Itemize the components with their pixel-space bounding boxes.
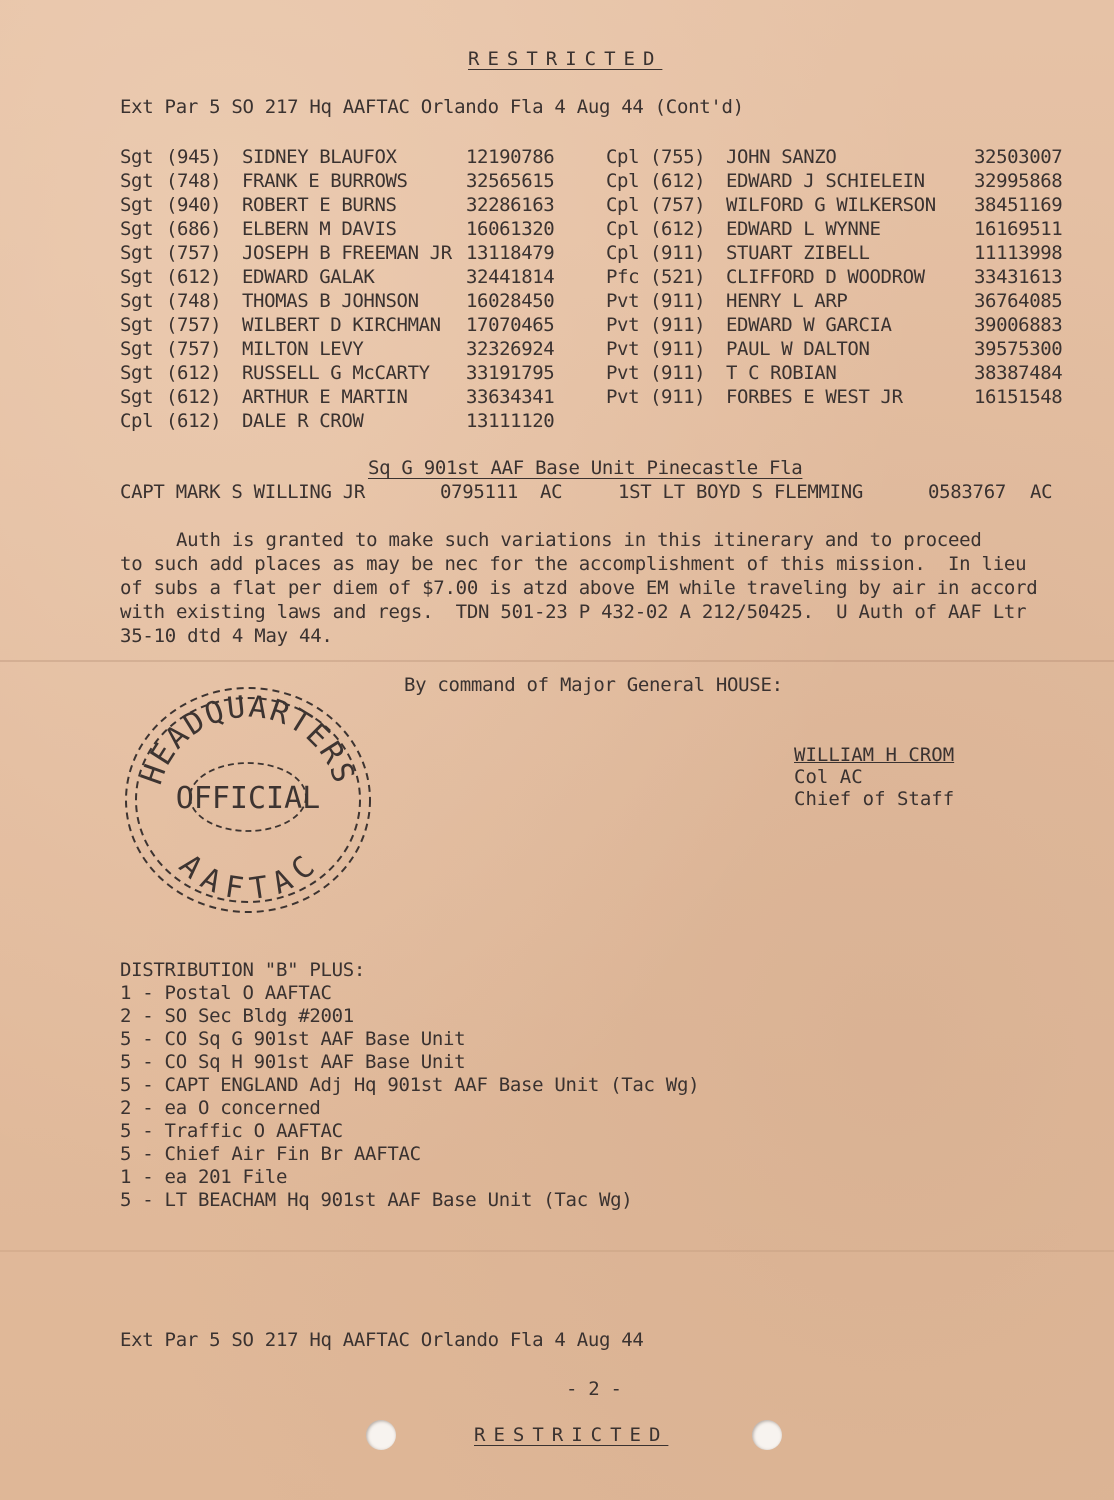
- roster-rank: Cpl: [606, 170, 640, 192]
- command-line: By command of Major General HOUSE:: [404, 674, 783, 696]
- roster-code: (945): [166, 146, 222, 168]
- roster-name: ARTHUR E MARTIN: [242, 386, 408, 408]
- roster-code: (612): [650, 218, 706, 240]
- roster-code: (686): [166, 218, 222, 240]
- roster-name: FORBES E WEST JR: [726, 386, 903, 408]
- roster-name: EDWARD W GARCIA: [726, 314, 892, 336]
- distribution-item: 5 - CAPT ENGLAND Adj Hq 901st AAF Base Unit (Tac Wg): [120, 1074, 700, 1096]
- roster-serial: 32326924: [466, 338, 555, 360]
- roster-serial: 16061320: [466, 218, 555, 240]
- roster-rank: Sgt: [120, 242, 154, 264]
- roster-name: STUART ZIBELL: [726, 242, 870, 264]
- distribution-item: 1 - Postal O AAFTAC: [120, 982, 332, 1004]
- roster-code: (757): [650, 194, 706, 216]
- roster-serial: 13111120: [466, 410, 555, 432]
- roster-serial: 39575300: [974, 338, 1063, 360]
- roster-code: (940): [166, 194, 222, 216]
- signatory-name: WILLIAM H CROM: [794, 744, 955, 766]
- roster-serial: 33634341: [466, 386, 555, 408]
- roster-code: (911): [650, 386, 706, 408]
- roster-serial: 39006883: [974, 314, 1063, 336]
- roster-rank: Pvt: [606, 314, 640, 336]
- roster-serial: 11113998: [974, 242, 1063, 264]
- roster-rank: Pvt: [606, 338, 640, 360]
- roster-serial: 38387484: [974, 362, 1063, 384]
- roster-rank: Pvt: [606, 290, 640, 312]
- distribution-item: 5 - CO Sq G 901st AAF Base Unit: [120, 1028, 466, 1050]
- roster-rank: Pvt: [606, 386, 640, 408]
- roster-name: CLIFFORD D WOODROW: [726, 266, 925, 288]
- signatory-rank: Col AC: [794, 766, 863, 788]
- roster-name: WILBERT D KIRCHMAN: [242, 314, 441, 336]
- svg-text:AAFTAC: [172, 848, 324, 908]
- paragraph-line: 35-10 dtd 4 May 44.: [120, 625, 333, 647]
- paper-fold: [0, 660, 1114, 662]
- distribution-item: 5 - Traffic O AAFTAC: [120, 1120, 343, 1142]
- stamp-top-text: HEADQUARTERS: [134, 689, 362, 789]
- roster-name: ELBERN M DAVIS: [242, 218, 397, 240]
- paragraph-line: with existing laws and regs. TDN 501-23 P 432-02 A 212/50425. U Auth of AAF Ltr: [120, 601, 1027, 623]
- unit-heading: Sq G 901st AAF Base Unit Pinecastle Fla: [368, 457, 803, 479]
- distribution-item: 5 - Chief Air Fin Br AAFTAC: [120, 1143, 421, 1165]
- officer-branch: AC: [1030, 481, 1053, 503]
- svg-text:HEADQUARTERS: [134, 690, 361, 789]
- roster-name: EDWARD J SCHIELEIN: [726, 170, 925, 192]
- official-stamp: [118, 682, 378, 922]
- roster-serial: 17070465: [466, 314, 555, 336]
- roster-serial: 13118479: [466, 242, 555, 264]
- roster-name: MILTON LEVY: [242, 338, 364, 360]
- roster-code: (612): [650, 170, 706, 192]
- roster-name: HENRY L ARP: [726, 290, 848, 312]
- paragraph-line: to such add places as may be nec for the accomplishment of this mission. In lieu: [120, 553, 1027, 575]
- roster-serial: 33431613: [974, 266, 1063, 288]
- stamp-bottom-text: AAFTAC: [172, 847, 324, 908]
- roster-code: (612): [166, 362, 222, 384]
- roster-code: (612): [166, 410, 222, 432]
- roster-code: (757): [166, 314, 222, 336]
- classification-header: RESTRICTED: [468, 48, 663, 70]
- roster-rank: Cpl: [606, 194, 640, 216]
- roster-code: (911): [650, 242, 706, 264]
- roster-rank: Sgt: [120, 266, 154, 288]
- officer-serial: 0583767: [928, 481, 1006, 503]
- stamp-center-text: OFFICIAL: [175, 781, 321, 816]
- roster-serial: 16028450: [466, 290, 555, 312]
- signature-block: [794, 744, 954, 810]
- roster-serial: 38451169: [974, 194, 1063, 216]
- roster-code: (612): [166, 386, 222, 408]
- roster-rank: Cpl: [120, 410, 154, 432]
- roster-rank: Sgt: [120, 290, 154, 312]
- distribution-item: 5 - LT BEACHAM Hq 901st AAF Base Unit (Tac Wg): [120, 1189, 633, 1211]
- roster-code: (757): [166, 338, 222, 360]
- paragraph-line: of subs a flat per diem of $7.00 is atzd above EM while traveling by air in accord: [120, 577, 1038, 599]
- punch-hole: [366, 1420, 396, 1450]
- page-number: - 2 -: [566, 1378, 622, 1400]
- roster-code: (748): [166, 170, 222, 192]
- roster-serial: 33191795: [466, 362, 555, 384]
- officer-name: 1ST LT BOYD S FLEMMING: [618, 481, 864, 503]
- distribution-item: 2 - SO Sec Bldg #2001: [120, 1005, 354, 1027]
- roster-rank: Sgt: [120, 170, 154, 192]
- roster-name: ROBERT E BURNS: [242, 194, 397, 216]
- roster-serial: 32441814: [466, 266, 555, 288]
- roster-name: PAUL W DALTON: [726, 338, 870, 360]
- roster-name: SIDNEY BLAUFOX: [242, 146, 397, 168]
- roster-code: (911): [650, 290, 706, 312]
- roster-name: RUSSELL G McCARTY: [242, 362, 430, 384]
- roster-code: (748): [166, 290, 222, 312]
- roster-name: DALE R CROW: [242, 410, 364, 432]
- distribution-title: DISTRIBUTION "B" PLUS:: [120, 959, 366, 981]
- officer-branch: AC: [540, 481, 563, 503]
- roster-rank: Sgt: [120, 194, 154, 216]
- distribution-item: 2 - ea O concerned: [120, 1097, 321, 1119]
- roster-rank: Sgt: [120, 314, 154, 336]
- roster-code: (755): [650, 146, 706, 168]
- roster-rank: Pfc: [606, 266, 640, 288]
- paper-fold: [0, 1250, 1114, 1252]
- roster-name: EDWARD GALAK: [242, 266, 375, 288]
- roster-code: (612): [166, 266, 222, 288]
- roster-serial: 12190786: [466, 146, 555, 168]
- roster-serial: 16151548: [974, 386, 1063, 408]
- roster-rank: Pvt: [606, 362, 640, 384]
- signatory-title: Chief of Staff: [794, 788, 955, 810]
- authorization-paragraph: [120, 528, 1090, 648]
- roster-rank: Sgt: [120, 386, 154, 408]
- roster-rank: Cpl: [606, 218, 640, 240]
- roster-code: (911): [650, 362, 706, 384]
- roster-name: EDWARD L WYNNE: [726, 218, 881, 240]
- roster-code: (521): [650, 266, 706, 288]
- order-reference: Ext Par 5 SO 217 Hq AAFTAC Orlando Fla 4 Aug 44 (Cont'd): [120, 96, 744, 118]
- roster-rank: Sgt: [120, 338, 154, 360]
- roster-name: FRANK E BURROWS: [242, 170, 408, 192]
- roster-rank: Cpl: [606, 146, 640, 168]
- roster-code: (911): [650, 338, 706, 360]
- officer-serial: 0795111: [440, 481, 518, 503]
- roster-code: (757): [166, 242, 222, 264]
- roster-name: WILFORD G WILKERSON: [726, 194, 936, 216]
- roster-rank: Sgt: [120, 218, 154, 240]
- paragraph-line: Auth is granted to make such variations in this itinerary and to proceed: [120, 529, 982, 551]
- distribution-item: 5 - CO Sq H 901st AAF Base Unit: [120, 1051, 466, 1073]
- roster-serial: 32565615: [466, 170, 555, 192]
- distribution-item: 1 - ea 201 File: [120, 1166, 288, 1188]
- roster-name: JOHN SANZO: [726, 146, 837, 168]
- roster-rank: Sgt: [120, 362, 154, 384]
- headquarters-seal-icon: [118, 682, 378, 922]
- roster-serial: 16169511: [974, 218, 1063, 240]
- distribution-list: [120, 959, 699, 1212]
- roster-rank: Cpl: [606, 242, 640, 264]
- roster-code: (911): [650, 314, 706, 336]
- roster-rank: Sgt: [120, 146, 154, 168]
- roster-name: JOSEPH B FREEMAN JR: [242, 242, 452, 264]
- roster-name: THOMAS B JOHNSON: [242, 290, 419, 312]
- roster-serial: 36764085: [974, 290, 1063, 312]
- roster-serial: 32503007: [974, 146, 1063, 168]
- officer-name: CAPT MARK S WILLING JR: [120, 481, 366, 503]
- footer-reference: Ext Par 5 SO 217 Hq AAFTAC Orlando Fla 4 Aug 44: [120, 1329, 644, 1351]
- roster-serial: 32995868: [974, 170, 1063, 192]
- roster-serial: 32286163: [466, 194, 555, 216]
- classification-footer: RESTRICTED: [474, 1424, 669, 1446]
- roster-name: T C ROBIAN: [726, 362, 837, 384]
- punch-hole: [752, 1420, 782, 1450]
